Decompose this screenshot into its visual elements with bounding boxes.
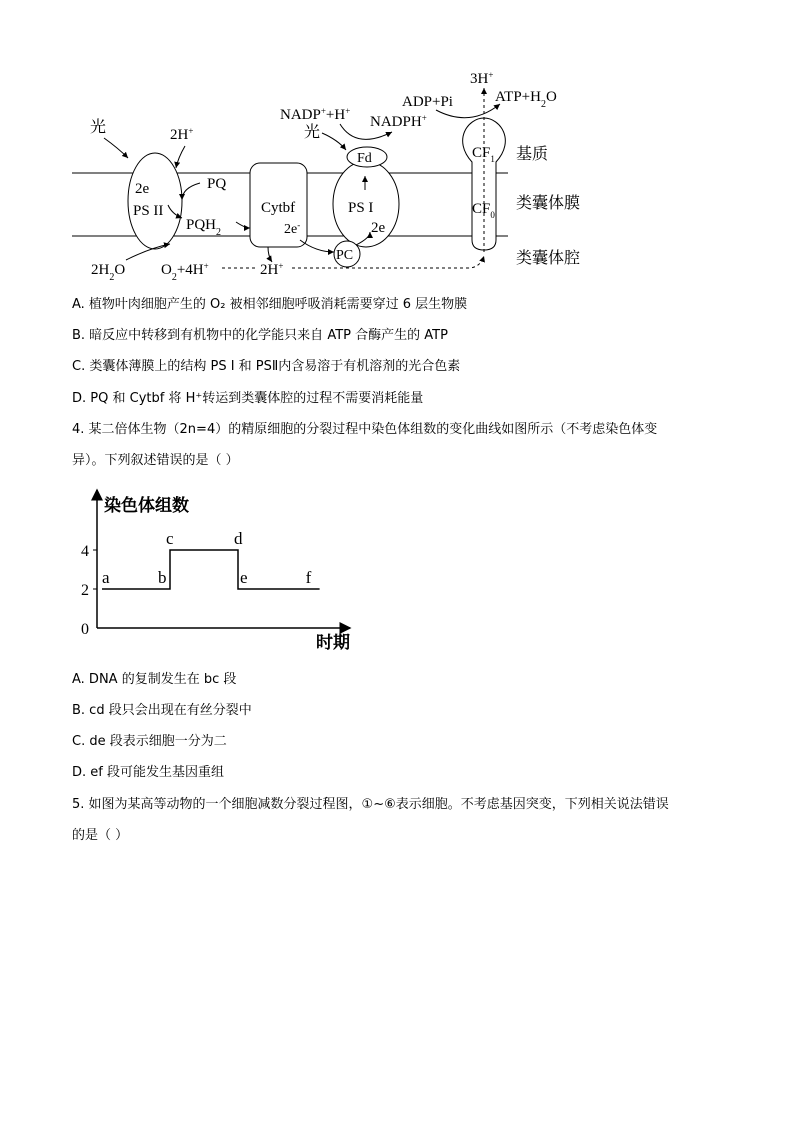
q3-option-d: D. PQ 和 Cytbf 将 H⁺转运到类囊体腔的过程不需要消耗能量 bbox=[72, 391, 424, 406]
chart-ytick-label: 4 bbox=[81, 543, 89, 560]
fd-label: Fd bbox=[357, 151, 372, 166]
pq-label: PQ bbox=[207, 176, 227, 192]
pqh2-to-cytbf-arrow bbox=[236, 222, 250, 228]
h3-label: 3H+ bbox=[470, 70, 494, 87]
q3-option-b: B. 暗反应中转移到有机物中的化学能只来自 ATP 合酶产生的 ATP bbox=[72, 328, 448, 343]
q3-option-c: C. 类囊体薄膜上的结构 PS I 和 PSⅡ内含易溶于有机溶剂的光合色素 bbox=[72, 359, 461, 374]
h-top-label: 2H+ bbox=[170, 126, 194, 143]
ps2-complex bbox=[128, 153, 182, 249]
h-bottom-label: 2H+ bbox=[260, 261, 284, 278]
q5-stem-line1: 5. 如图为某高等动物的一个细胞减数分裂过程图，①~⑥表示细胞。不考虑基因突变，下列相关说法错误 bbox=[72, 797, 669, 812]
ps1-electron-label: 2e bbox=[371, 220, 386, 236]
chart-point-label-e: e bbox=[240, 568, 248, 587]
chart-point-label-a: a bbox=[102, 568, 110, 587]
chart-point-label-c: c bbox=[166, 529, 174, 548]
cytbf-electron-label: 2e- bbox=[284, 220, 301, 237]
light-arrow-left bbox=[104, 138, 128, 158]
adp-label: ADP+Pi bbox=[402, 94, 453, 110]
q4-option-a: A. DNA 的复制发生在 bc 段 bbox=[72, 672, 237, 687]
atp-label: $ATP+H_2O$ bbox=[495, 89, 557, 110]
chart-ytick-label: 2 bbox=[81, 582, 89, 599]
pc-label: PC bbox=[336, 248, 354, 263]
o2-label: $O_2+4H^+$ bbox=[161, 261, 209, 283]
chart-point-label-b: b bbox=[158, 568, 167, 587]
q3-option-a: A. 植物叶肉细胞产生的 O₂ 被相邻细胞呼吸消耗需要穿过 6 层生物膜 bbox=[72, 297, 468, 312]
q5-stem-line2: 的是（ ） bbox=[72, 828, 129, 843]
q4-stem-line2: 异）。下列叙述错误的是（ ） bbox=[72, 453, 239, 468]
chart-point-label-d: d bbox=[234, 529, 243, 548]
cf1-label: $CF_1$ bbox=[472, 145, 495, 164]
q4-stem-line1: 4. 某二倍体生物（2n=4）的精原细胞的分裂过程中染色体组数的变化曲线如图所示（不考虑染色体变 bbox=[72, 422, 658, 437]
chart-series-line bbox=[102, 550, 320, 589]
ps2-label: PS II bbox=[133, 203, 164, 219]
lumen-label: 类囊体腔 bbox=[516, 248, 581, 267]
light-label-left: 光 bbox=[90, 117, 107, 136]
ps2-electron-label: 2e bbox=[135, 181, 150, 197]
water-label: $2H_2O$ bbox=[91, 262, 126, 283]
nadp-input-label: NADP++H+ bbox=[280, 106, 351, 123]
cytbf-label: Cytbf bbox=[261, 200, 296, 216]
membrane-label: 类囊体膜 bbox=[516, 193, 581, 212]
chart-point-label-f: f bbox=[305, 568, 312, 587]
cf0-label: $CF_0$ bbox=[472, 201, 495, 220]
cytbf-h-arrow bbox=[268, 247, 272, 262]
chart-ytick-label: 0 bbox=[81, 621, 89, 638]
q4-option-b: B. cd 段只会出现在有丝分裂中 bbox=[72, 703, 252, 718]
ps1-label: PS I bbox=[348, 200, 374, 216]
pqh2-label: $PQH_2$ bbox=[186, 217, 222, 238]
stroma-label: 基质 bbox=[516, 144, 549, 163]
nadph-label: NADPH+ bbox=[370, 113, 427, 130]
q4-option-c: C. de 段表示细胞一分为二 bbox=[72, 734, 227, 749]
light-label-right: 光 bbox=[304, 122, 321, 141]
h-top-arrow bbox=[176, 146, 185, 168]
pq-arrow bbox=[182, 183, 200, 200]
chart-title: 染色体组数 bbox=[104, 496, 189, 516]
light-arrow-right bbox=[322, 133, 346, 150]
photosynthesis-diagram bbox=[0, 0, 794, 290]
lumen-dash-2 bbox=[292, 256, 484, 268]
q4-option-d: D. ef 段可能发生基因重组 bbox=[72, 765, 224, 780]
chart-xlabel: 时期 bbox=[316, 633, 350, 653]
